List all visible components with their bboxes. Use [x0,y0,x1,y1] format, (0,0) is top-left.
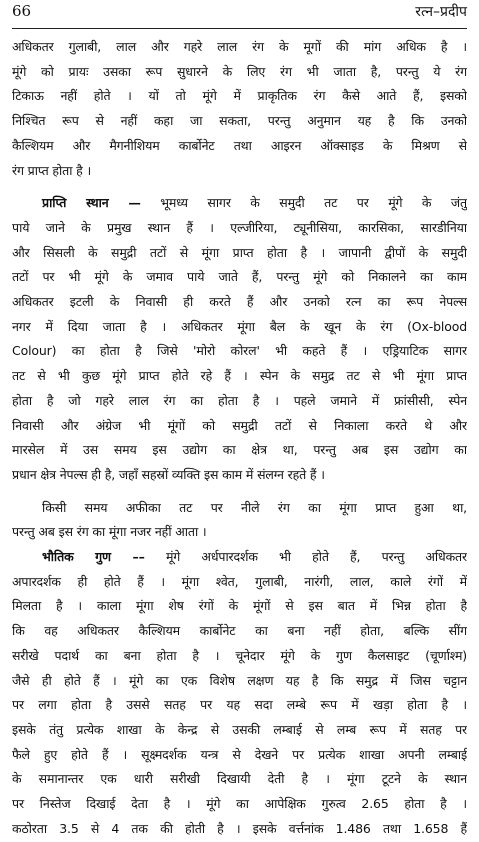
text-line: तट से भी कुछ मूंगे प्राप्त होते रहे हैं । स्पेन के समुद्र तट से भी मूंगा प्राप्त [12,368,467,384]
text-line: होता है जो गहरे लाल रंग का होता है । पहले जमाने में फ्रांसीसी, स्पेन [12,392,467,408]
page-header [12,0,467,29]
text-line: तटों पर भी मूंगे के जमाव पाये जाते हैं, परन्तु मूंगे को निकालने का काम [12,269,467,285]
text-line: के समानान्तर एक धारी सरीखी दिखायी देती है । मूंगा टूटने के स्थान [12,771,467,787]
paragraph-sources [12,191,467,487]
text-line: फैले हुए होते हैं । सूक्ष्मदर्शक यन्त्र से देखने पर प्रत्येक शाखा अपनी लम्बाई [12,746,467,762]
text-line: कि वह अधिकतर कैल्शियम कार्बोनेट का बना नहीं होता, बल्कि सींग [12,623,467,639]
text-line: सरीखे पदार्थ का बना होता है । चूनेदार मूंगे के गुण कैलसाइट (चूर्णाश्म) [12,647,467,663]
text-line: Colour) का होता है जिसे 'मोरो कोरल' भी कहते हैं । एड्रियाटिक सागर [12,343,467,359]
text-line: अधिकतर गुलाबी, लाल और गहरे लाल रंग के मूगों की मांग अधिक है । [12,39,467,54]
text-line: किसी समय अफीका तट पर नीले रंग का मूंगा प्राप्त हुआ था, [42,499,467,515]
paragraph-color [12,35,467,183]
text-line [12,545,467,570]
text-line: टिकाऊ नहीं होते । यों तो मूंगे में प्राकृतिक रंग कैसे आते हैं, इसको [12,88,467,104]
text-line: पाये जाने के प्रमुख स्थान हैं । एल्जीरिया, ट्यूनीसिया, कारसिका, सारडीनिया [12,219,467,235]
text-line: पर लगा होता है उससे सतह पर यह सदा लम्बे रूप में खड़ा होता है । [12,697,467,713]
section-heading-physical: भौतिक गुण –– [42,549,145,565]
text-line: प्रधान क्षेत्र नेपल्स ही है, जहाँ सहस्रों व्यक्ति इस काम में संलग्न रहते हैं । [12,466,325,482]
paragraph-africa [12,496,467,545]
text-line: मिलता है । काला मूंगा शेष रंगों के मूंगों से इस बात में भिन्न होता है [12,598,467,614]
text-line: मारसेल में उस समय इस उद्योग का क्षेत्र था, परन्तु अब इस उद्योग का [12,442,467,458]
text-line: कठोरता 3.5 से 4 तक की होती है । इसके वर्त्तनांक 1.486 तथा 1.658 हैं [12,820,467,836]
text-line [12,191,467,216]
text-span: मूंगे अर्धपारदर्शक भी होते हैं, परन्तु अधिकतर [165,549,467,565]
text-line: मूंगे को प्रायः उसका रूप सुधारने के लिए रंग भी जाता है, परन्तु ये रंग [12,63,467,79]
running-title: रत्न–प्रदीप [415,4,467,20]
text-line: निश्चित रूप से नहीं कहा जा सकता, परन्तु अनुमान यह है कि उनको [12,113,467,129]
page-number: 66 [12,2,32,20]
text-line: कैल्शियम और मैगनीशियम कार्बोनेट तथा आइरन ऑक्साइड के मिश्रण से [12,137,467,153]
text-line: जैसे ही होते हैं । मूंगे का एक विशेष लक्षण यह है कि समुद्र में जिस चट्टान [12,672,467,688]
text-line: निवासी और अंग्रेज भी मूंगों को समुद्री तटों से निकाला करते थे और [12,417,467,433]
text-span: भूमध्य सागर के समुदी तट पर मूंगे के जंतु [160,195,467,211]
text-line: रंग प्राप्त होता है । [12,162,92,178]
section-heading-sources: प्राप्ति स्थान — [42,195,141,211]
text-line: परन्तु अब इस रंग का मूंगा नजर नहीं आता । [12,524,207,540]
text-line: अधिकतर इटली के निवासी ही करते हैं और उनको रत्न का रूप नेपल्स [12,294,467,310]
paragraph-physical-properties [12,545,467,841]
text-line: पर निस्तेज दिखाई देता है । मूंगे का आपेक्षिक गुरुत्व 2.65 होता है । [12,796,467,812]
text-line: नगर में दिया जाता है । अधिकतर मूंगा बैल के खून के रंग (Ox-blood [12,318,467,334]
text-line: और सिसली के समुद्री तटों से मूंगा प्राप्त होता है । जापानी द्वीपों के समुदी [12,244,467,260]
text-line: अपारदर्शक ही होते हैं । मूंगा श्वेत, गुलाबी, नारंगी, लाल, काले रंगों में [12,573,467,589]
text-line: इसके तंतु प्रत्येक शाखा के केन्द्र से उसकी लम्बाई से लम्ब रूप में सतह पर [12,721,467,737]
